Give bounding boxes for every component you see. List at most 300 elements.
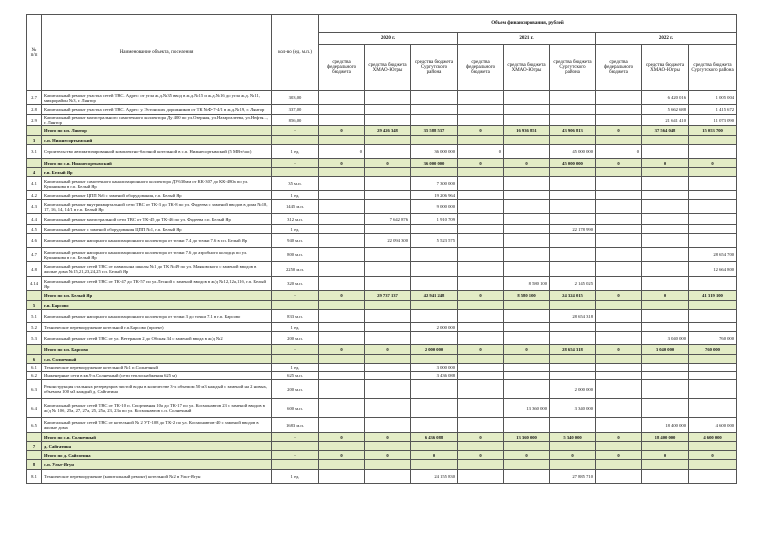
row-number: 4.1 — [27, 177, 42, 191]
row-amount-cell: 13 360 000 — [504, 399, 550, 418]
row-amount-cell — [550, 214, 596, 225]
row-amount-cell — [458, 418, 504, 433]
row-amount-cell — [411, 115, 458, 126]
row-amount-cell — [365, 91, 411, 105]
row-amount-cell — [365, 332, 411, 345]
row-amount-cell: 0 — [319, 159, 365, 168]
row-object-name: Капитальный ремонт ЦПП №6 с заменой оборудования, г.п. Белый Яр — [42, 191, 272, 200]
row-amount-cell — [689, 145, 737, 159]
row-amount-cell — [642, 460, 689, 470]
row-amount-cell: 0 — [365, 159, 411, 168]
row-number — [27, 345, 42, 355]
total-row — [27, 345, 737, 355]
row-object-name: Итого по с.п. Нижнесортымский — [42, 159, 272, 168]
row-amount-cell — [504, 225, 550, 234]
row-amount-cell: 5 662 688 — [642, 105, 689, 115]
row-amount-cell: 0 — [319, 145, 365, 159]
row-amount-cell — [596, 442, 642, 451]
row-quantity: 856,00 — [272, 115, 319, 126]
row-amount-cell — [689, 136, 737, 145]
row-amount-cell: 1 415 672 — [689, 105, 737, 115]
row-object-name: Капитальный ремонт напорного канализационного коллектора от точки 3 до точки 7.1 в г.п. Барсово — [42, 310, 272, 323]
row-object-name: Капитальный ремонт магистрального самотечного коллектора Ду 400 по ул.Озерная, ул.Назаргалеева, ул.Нефтя..., г. Лянтор — [42, 115, 272, 126]
row-amount-cell: 6 420 016 — [642, 91, 689, 105]
row-amount-cell — [550, 248, 596, 262]
row-quantity: 1 ед. — [272, 470, 319, 484]
row-amount-cell — [504, 200, 550, 214]
row-amount-cell — [504, 115, 550, 126]
row-object-name: с.п. Солнечный — [42, 355, 272, 364]
row-amount-cell — [550, 177, 596, 191]
row-number — [27, 451, 42, 460]
row-amount-cell — [596, 136, 642, 145]
row-amount-cell — [550, 364, 596, 372]
row-amount-cell — [550, 191, 596, 200]
row-amount-cell — [689, 380, 737, 399]
row-amount-cell — [642, 262, 689, 277]
row-quantity — [272, 460, 319, 470]
row-amount-cell — [504, 460, 550, 470]
row-amount-cell: 0 — [504, 451, 550, 460]
row-amount-cell: 19 206 964 — [411, 191, 458, 200]
row-amount-cell — [365, 323, 411, 332]
row-amount-cell: 3 340 000 — [550, 399, 596, 418]
row-number: 2.9 — [27, 115, 42, 126]
table-row — [27, 145, 737, 159]
header-name: Наименование объекта, поселения — [42, 15, 272, 91]
row-quantity: - — [272, 126, 319, 136]
row-amount-cell — [504, 177, 550, 191]
row-object-name: Капитальный ремонт с заменой оборудования ЦПП №1, г.п. Белый Яр — [42, 225, 272, 234]
row-amount-cell — [550, 332, 596, 345]
row-amount-cell — [365, 168, 411, 177]
row-amount-cell: 2 000 000 — [411, 323, 458, 332]
row-amount-cell: 7 642 876 — [365, 214, 411, 225]
row-amount-cell — [504, 380, 550, 399]
row-object-name: Итого по г.п. Лянтор — [42, 126, 272, 136]
row-amount-cell — [411, 262, 458, 277]
row-quantity: 1683 м.п. — [272, 418, 319, 433]
row-amount-cell — [319, 234, 365, 248]
row-quantity: 303,00 — [272, 91, 319, 105]
row-amount-cell — [411, 168, 458, 177]
row-number: 2.8 — [27, 105, 42, 115]
row-amount-cell — [411, 225, 458, 234]
row-amount-cell: 43 906 813 — [550, 126, 596, 136]
header-qty: кол-во (ед. м.п.) — [272, 15, 319, 91]
row-amount-cell — [319, 323, 365, 332]
row-amount-cell: 0 — [319, 291, 365, 301]
row-amount-cell — [642, 225, 689, 234]
row-amount-cell — [689, 372, 737, 380]
row-object-name: с.п. Ульт-Ягун — [42, 460, 272, 470]
row-object-name: Капитальный ремонт сетей ТВС от ТК-10 п. Спортивная 10а до ТК-17 по ул. Космонавтов 23 с заменой вводов в ж/д № 10б, 25а, 27, 27а, 25, 25а, 23, 23а по ул. Космонавтов с.п. Солнечный — [42, 399, 272, 418]
row-amount-cell — [319, 200, 365, 214]
row-object-name: г.п. Барсово — [42, 301, 272, 310]
row-amount-cell: 0 — [689, 159, 737, 168]
row-object-name: Капитальный ремонт напорного канализационного коллектора от точки 7.6 до аэробного колодца по ул. Кушникова в г.п. Белый Яр — [42, 248, 272, 262]
row-amount-cell — [319, 470, 365, 484]
row-object-name: Итого по д. Сайгатина — [42, 451, 272, 460]
row-number: 6.1 — [27, 364, 42, 372]
row-amount-cell — [596, 470, 642, 484]
header-2021-federal: средства федерального бюджета — [458, 45, 504, 91]
row-amount-cell — [365, 301, 411, 310]
table-row — [27, 225, 737, 234]
row-amount-cell — [550, 200, 596, 214]
row-quantity — [272, 442, 319, 451]
row-amount-cell — [596, 214, 642, 225]
row-object-name: д. Сайгатина — [42, 442, 272, 451]
row-amount-cell — [319, 355, 365, 364]
row-amount-cell — [458, 332, 504, 345]
row-amount-cell — [504, 145, 550, 159]
row-amount-cell — [596, 460, 642, 470]
row-amount-cell: 760 000 — [689, 332, 737, 345]
row-amount-cell — [596, 225, 642, 234]
row-amount-cell — [596, 380, 642, 399]
row-amount-cell — [458, 115, 504, 126]
row-amount-cell — [689, 301, 737, 310]
row-number: 4.8 — [27, 262, 42, 277]
row-number: 6.4 — [27, 399, 42, 418]
row-number: 5.1 — [27, 310, 42, 323]
row-amount-cell — [365, 225, 411, 234]
row-amount-cell — [596, 262, 642, 277]
row-amount-cell: 21 641 410 — [642, 115, 689, 126]
row-amount-cell — [319, 399, 365, 418]
row-amount-cell — [596, 115, 642, 126]
total-row — [27, 433, 737, 442]
row-amount-cell: 13 360 000 — [504, 433, 550, 442]
row-quantity: 1 ед. — [272, 191, 319, 200]
row-amount-cell — [689, 355, 737, 364]
total-row — [27, 291, 737, 301]
row-amount-cell — [319, 460, 365, 470]
row-amount-cell — [504, 470, 550, 484]
row-amount-cell — [642, 310, 689, 323]
row-amount-cell — [504, 105, 550, 115]
row-amount-cell — [689, 191, 737, 200]
row-amount-cell: 6 436 088 — [411, 433, 458, 442]
row-amount-cell — [365, 145, 411, 159]
row-amount-cell — [689, 200, 737, 214]
row-amount-cell — [596, 418, 642, 433]
row-amount-cell — [504, 372, 550, 380]
row-amount-cell — [550, 372, 596, 380]
row-amount-cell: 0 — [458, 291, 504, 301]
row-amount-cell — [458, 323, 504, 332]
row-amount-cell: 0 — [642, 451, 689, 460]
row-amount-cell — [411, 355, 458, 364]
row-number: 6 — [27, 355, 42, 364]
row-amount-cell: 0 — [689, 451, 737, 460]
funding-table — [26, 14, 737, 484]
row-amount-cell: 45 000 000 — [550, 145, 596, 159]
row-amount-cell — [642, 168, 689, 177]
row-amount-cell — [689, 470, 737, 484]
row-quantity: - — [272, 291, 319, 301]
row-amount-cell — [319, 364, 365, 372]
row-amount-cell — [504, 168, 550, 177]
row-number: 4.7 — [27, 248, 42, 262]
row-quantity: 337,00 — [272, 105, 319, 115]
row-amount-cell — [550, 301, 596, 310]
row-amount-cell: 22 178 990 — [550, 225, 596, 234]
row-number: 4.4 — [27, 214, 42, 225]
row-amount-cell: 36 000 000 — [411, 159, 458, 168]
row-amount-cell — [596, 332, 642, 345]
row-amount-cell — [596, 200, 642, 214]
row-amount-cell — [319, 310, 365, 323]
row-amount-cell — [458, 136, 504, 145]
row-amount-cell: 5 523 575 — [411, 234, 458, 248]
header-2020-khmao: средства бюджета ХМАО-Югры — [365, 45, 411, 91]
row-amount-cell — [642, 136, 689, 145]
row-amount-cell — [319, 177, 365, 191]
section-row — [27, 168, 737, 177]
row-quantity: 625 м.п. — [272, 372, 319, 380]
table-row — [27, 115, 737, 126]
row-amount-cell: 0 — [596, 345, 642, 355]
row-amount-cell — [458, 234, 504, 248]
row-amount-cell — [642, 364, 689, 372]
row-amount-cell — [365, 355, 411, 364]
header-2022-federal: средства федерального бюджета — [596, 45, 642, 91]
row-number: 4.3 — [27, 200, 42, 214]
row-amount-cell: 29 737 137 — [365, 291, 411, 301]
row-quantity: 833 м.п. — [272, 310, 319, 323]
row-amount-cell: 42 941 248 — [411, 291, 458, 301]
row-number: 6.3 — [27, 380, 42, 399]
row-amount-cell — [319, 248, 365, 262]
row-quantity — [272, 355, 319, 364]
row-amount-cell — [458, 301, 504, 310]
row-amount-cell — [550, 442, 596, 451]
row-amount-cell — [596, 168, 642, 177]
row-amount-cell: 0 — [458, 159, 504, 168]
row-object-name: г.п. Белый Яр — [42, 168, 272, 177]
row-amount-cell — [319, 277, 365, 291]
table-row — [27, 234, 737, 248]
row-amount-cell — [550, 105, 596, 115]
row-amount-cell — [458, 442, 504, 451]
row-amount-cell: 22 094 300 — [365, 234, 411, 248]
row-number: 2.7 — [27, 91, 42, 105]
row-amount-cell: 3 000 000 — [411, 364, 458, 372]
row-amount-cell: 15 053 700 — [689, 126, 737, 136]
row-amount-cell: 45 000 000 — [550, 159, 596, 168]
row-amount-cell — [319, 380, 365, 399]
row-amount-cell — [504, 214, 550, 225]
row-number: 5.3 — [27, 332, 42, 345]
row-object-name: Капитальный ремонт участка сетей ТВС. Адрес: у. Эстонских дорожников от ТК №Ф-7-4/1 в ж.д.№19, г. Лянтор — [42, 105, 272, 115]
row-amount-cell — [411, 460, 458, 470]
row-amount-cell — [319, 168, 365, 177]
row-amount-cell — [319, 91, 365, 105]
row-amount-cell — [550, 115, 596, 126]
row-amount-cell — [458, 200, 504, 214]
row-amount-cell — [596, 372, 642, 380]
row-quantity: 1 ед. — [272, 145, 319, 159]
table-row — [27, 262, 737, 277]
row-amount-cell — [642, 191, 689, 200]
table-row — [27, 105, 737, 115]
row-amount-cell — [689, 177, 737, 191]
row-amount-cell: 28 654 318 — [550, 345, 596, 355]
row-amount-cell: 0 — [596, 159, 642, 168]
row-amount-cell: 29 426 348 — [365, 126, 411, 136]
row-object-name: Капитальный ремонт сетей ТВС от ул. Ветеранов 2 до Обская 34 с заменой ввода в ж/д №2 — [42, 332, 272, 345]
row-amount-cell — [319, 214, 365, 225]
row-amount-cell — [319, 418, 365, 433]
table-row — [27, 191, 737, 200]
row-quantity: 1 ед. — [272, 323, 319, 332]
row-amount-cell: 24 324 015 — [550, 291, 596, 301]
row-amount-cell — [550, 136, 596, 145]
table-row — [27, 310, 737, 323]
row-amount-cell — [689, 323, 737, 332]
row-amount-cell — [504, 248, 550, 262]
row-amount-cell: 18 400 000 — [642, 418, 689, 433]
row-amount-cell: 2 145 025 — [550, 277, 596, 291]
row-quantity: - — [272, 345, 319, 355]
row-amount-cell — [550, 355, 596, 364]
row-number: 4.2 — [27, 191, 42, 200]
row-amount-cell: 9 000 000 — [411, 200, 458, 214]
row-amount-cell — [550, 234, 596, 248]
row-amount-cell — [596, 355, 642, 364]
row-amount-cell: 11 073 090 — [689, 115, 737, 126]
row-amount-cell: 0 — [411, 451, 458, 460]
row-amount-cell — [504, 323, 550, 332]
row-amount-cell — [550, 168, 596, 177]
row-amount-cell: 7 300 000 — [411, 177, 458, 191]
table-row — [27, 200, 737, 214]
row-amount-cell: 0 — [319, 345, 365, 355]
row-amount-cell — [411, 418, 458, 433]
row-amount-cell — [596, 177, 642, 191]
row-number: 5.2 — [27, 323, 42, 332]
table-row — [27, 372, 737, 380]
row-amount-cell — [642, 442, 689, 451]
table-row — [27, 418, 737, 433]
row-amount-cell: 0 — [458, 451, 504, 460]
row-amount-cell: 3 436 088 — [411, 372, 458, 380]
row-amount-cell — [458, 262, 504, 277]
total-row — [27, 126, 737, 136]
row-amount-cell — [504, 191, 550, 200]
row-amount-cell — [504, 301, 550, 310]
table-row — [27, 248, 737, 262]
row-amount-cell — [365, 191, 411, 200]
row-amount-cell — [550, 91, 596, 105]
row-amount-cell: 0 — [458, 433, 504, 442]
table-row — [27, 91, 737, 105]
row-amount-cell — [458, 372, 504, 380]
header-year-2021: 2021 г. — [458, 33, 596, 45]
row-amount-cell — [689, 442, 737, 451]
row-amount-cell — [689, 399, 737, 418]
row-amount-cell — [365, 115, 411, 126]
row-quantity: 1445 м.п. — [272, 200, 319, 214]
row-amount-cell — [319, 225, 365, 234]
row-amount-cell — [689, 364, 737, 372]
section-row — [27, 301, 737, 310]
row-number — [27, 126, 42, 136]
row-amount-cell: 0 — [458, 145, 504, 159]
row-amount-cell — [319, 115, 365, 126]
row-amount-cell — [550, 323, 596, 332]
row-amount-cell — [642, 234, 689, 248]
row-amount-cell — [689, 214, 737, 225]
row-amount-cell — [504, 418, 550, 433]
row-amount-cell: 0 — [504, 159, 550, 168]
row-number: 6.2 — [27, 372, 42, 380]
row-amount-cell — [458, 277, 504, 291]
row-object-name: Капитальный ремонт самотечного канализационного коллектора ДУ630мм от КК-307 до КК-480а по ул. Кушникова в г.п. Белый Яр — [42, 177, 272, 191]
row-amount-cell — [458, 248, 504, 262]
row-amount-cell: 0 — [596, 126, 642, 136]
row-amount-cell — [458, 191, 504, 200]
row-amount-cell — [689, 234, 737, 248]
row-amount-cell — [319, 191, 365, 200]
section-row — [27, 136, 737, 145]
header-2020-federal: средства федерального бюджета — [319, 45, 365, 91]
row-amount-cell: 12 664 800 — [689, 262, 737, 277]
row-amount-cell — [411, 380, 458, 399]
row-amount-cell — [642, 355, 689, 364]
table-row — [27, 214, 737, 225]
row-amount-cell — [642, 323, 689, 332]
row-amount-cell — [550, 460, 596, 470]
row-amount-cell — [458, 460, 504, 470]
row-amount-cell — [550, 262, 596, 277]
row-amount-cell: 36 000 000 — [411, 145, 458, 159]
row-amount-cell — [689, 225, 737, 234]
row-amount-cell — [642, 380, 689, 399]
row-amount-cell: 41 319 100 — [689, 291, 737, 301]
row-amount-cell — [411, 105, 458, 115]
table-row — [27, 177, 737, 191]
table-row — [27, 332, 737, 345]
row-amount-cell — [411, 136, 458, 145]
row-amount-cell — [411, 310, 458, 323]
row-amount-cell — [689, 460, 737, 470]
row-amount-cell: 4 600 000 — [689, 433, 737, 442]
row-quantity: 200 м.п. — [272, 332, 319, 345]
row-amount-cell — [504, 355, 550, 364]
row-object-name: Итого по г.п. Барсово — [42, 345, 272, 355]
row-amount-cell — [319, 262, 365, 277]
row-amount-cell — [365, 200, 411, 214]
row-object-name: Капитальный ремонт сетей ТВС от котельной № 2 УТ-108 до ТК-2 по ул. Космонавтов-40 с заменой вводов в жилые дома — [42, 418, 272, 433]
header-year-2022: 2022 г. — [596, 33, 737, 45]
row-amount-cell — [458, 225, 504, 234]
row-amount-cell — [365, 105, 411, 115]
row-quantity: 200 м.п. — [272, 380, 319, 399]
row-amount-cell: 0 — [458, 345, 504, 355]
row-amount-cell: 2 000 000 — [411, 345, 458, 355]
row-quantity: 320 м.п. — [272, 277, 319, 291]
row-amount-cell — [642, 177, 689, 191]
row-amount-cell — [596, 399, 642, 418]
table-body — [27, 91, 737, 484]
header-2022-khmao: средства бюджета ХМАО-Югры — [642, 45, 689, 91]
row-number: 8.1 — [27, 470, 42, 484]
row-amount-cell: 0 — [458, 126, 504, 136]
row-amount-cell — [319, 301, 365, 310]
